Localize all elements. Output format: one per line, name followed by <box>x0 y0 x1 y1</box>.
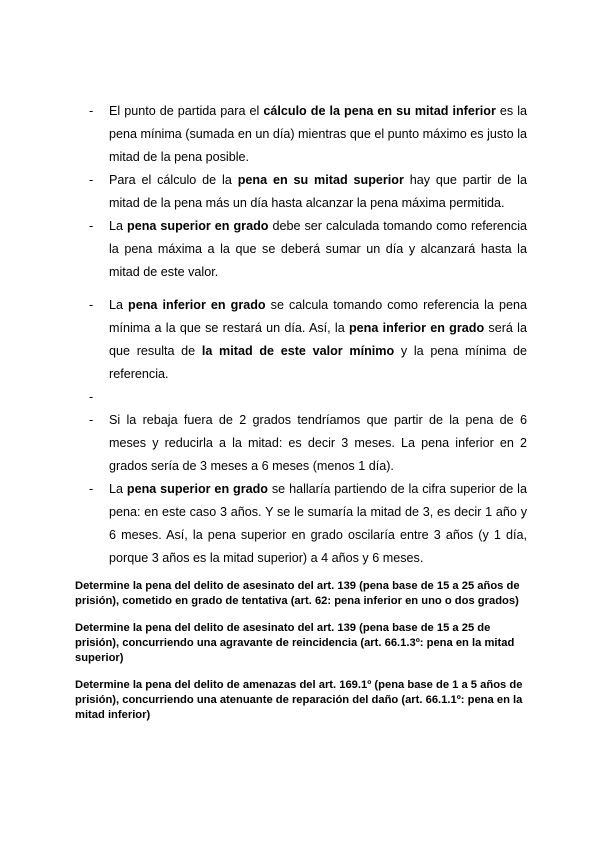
bullet-marker: - <box>89 219 94 233</box>
text-run: hay que partir de la mitad de la pena más un día hasta alcanzar la pena máxima permitida. <box>109 173 527 210</box>
text-run: y la pena mínima de referencia. <box>109 344 527 381</box>
bullet-item-empty <box>89 386 527 409</box>
bold-text-run: la mitad de este valor mínimo <box>201 344 395 358</box>
bullet-item <box>89 100 527 169</box>
bold-text-run: pena en su mitad superior <box>237 173 404 187</box>
text-run: es la pena mínima (sumada en un día) mientras que el punto máximo es justo la mitad de la pena posible. <box>109 104 527 164</box>
bold-text-run: pena superior en grado <box>126 482 268 496</box>
text-run: se hallaría partiendo de la cifra superior de la pena: en este caso 3 años. Y se le sumaría la mitad de 3, es decir 1 año y 6 meses. Así, la pena superior en grado oscilaría entre 3 años (y 1 día, porque 3 años es la mitad superior) a 4 años y 6 meses. <box>109 482 527 565</box>
bold-text-run: cálculo de la pena en su mitad inferior <box>263 104 496 118</box>
bullet-marker: - <box>89 390 94 404</box>
text-run: será la que resulta de <box>109 321 527 358</box>
text-run: Si la rebaja fuera de 2 grados tendríamos que partir de la pena de 6 meses y reducirla a la mitad: es decir 3 meses. La pena inferior en 2 grados sería de 3 meses a 6 meses (menos 1 día). <box>109 413 527 473</box>
text-run: La <box>109 298 129 312</box>
exercise-prompt: Determine la pena del delito de asesinato del art. 139 (pena base de 15 a 25 años de prisión), cometido en grado de tentativa (art. 62: pena inferior en uno o dos grados) <box>75 580 520 607</box>
bullet-list <box>0 100 600 570</box>
bullet-marker: - <box>89 482 94 496</box>
text-run: El punto de partida para el <box>109 104 264 118</box>
exercise-prompt: Determine la pena del delito de amenazas del art. 169.1º (pena base de 1 a 5 años de prisión), concurriendo una atenuante de reparación del daño (art. 66.1.1º: pena en la mitad inferior) <box>75 679 523 721</box>
paragraph-gap <box>0 284 600 294</box>
text-run: La <box>109 219 128 233</box>
text-run: Para el cálculo de la <box>109 173 238 187</box>
bold-text-run: pena inferior en grado <box>128 298 266 312</box>
bold-text-run: pena inferior en grado <box>348 321 485 335</box>
bullet-item <box>89 169 527 215</box>
bullet-item <box>89 409 527 478</box>
text-run: La <box>109 482 127 496</box>
text-run: se calcula tomando como referencia la pena mínima a la que se restará un día. Así, la <box>109 298 527 335</box>
bullet-marker: - <box>89 173 94 187</box>
exercise-list <box>75 579 525 735</box>
bullet-item <box>89 294 527 386</box>
bold-text-run: pena superior en grado <box>127 219 269 233</box>
bullet-marker: - <box>89 104 94 118</box>
bullet-marker: - <box>89 413 94 427</box>
exercise-prompt: Determine la pena del delito de asesinato del art. 139 (pena base de 15 a 25 de prisión), concurriendo una agravante de reincidencia (art. 66.1.3º: pena en la mitad superior) <box>75 622 515 664</box>
bullet-item <box>89 215 527 284</box>
bullet-item <box>89 478 527 570</box>
text-run: debe ser calculada tomando como referencia la pena máxima a la que se deberá sumar un día y alcanzará hasta la mitad de este valor. <box>109 219 527 279</box>
bullet-marker: - <box>89 298 94 312</box>
